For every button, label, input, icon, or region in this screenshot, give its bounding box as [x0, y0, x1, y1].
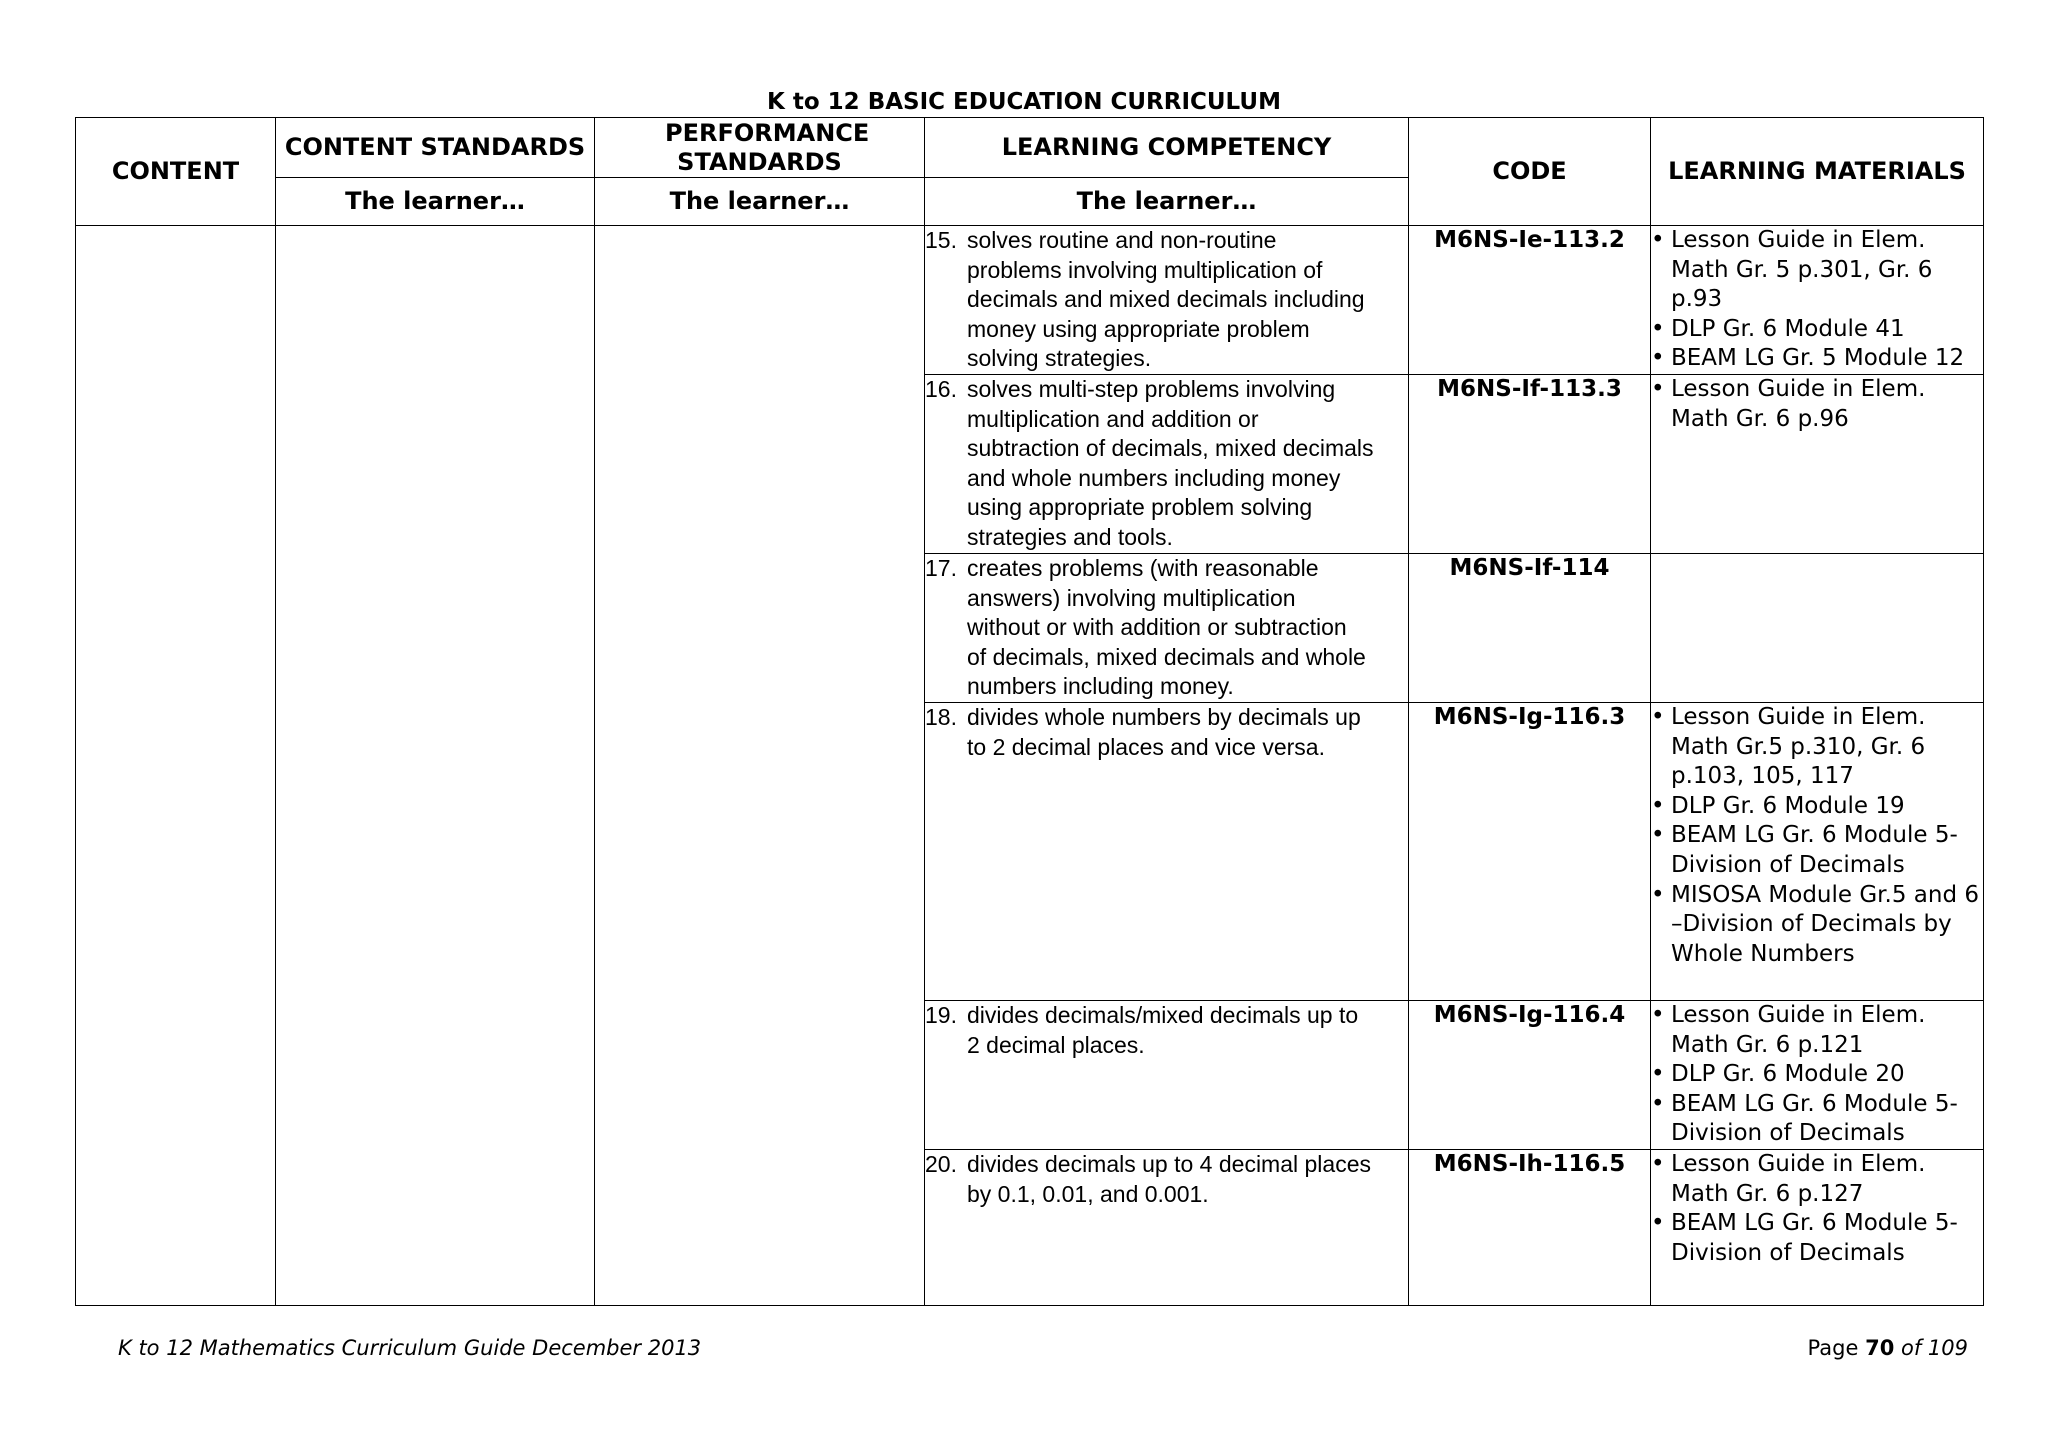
competency-cell — [925, 703, 1409, 1001]
competency-text-line: money using appropriate problem — [967, 315, 1310, 342]
material-item — [1651, 881, 1983, 970]
competency-cell — [925, 1150, 1409, 1306]
document-title: K to 12 BASIC EDUCATION CURRICULUM — [767, 89, 1281, 115]
competency-text: divides whole numbers by decimals up — [967, 704, 1361, 730]
header-content-standards: CONTENT STANDARDS — [276, 118, 595, 178]
page-label: Page — [1807, 1336, 1859, 1360]
material-text: BEAM LG Gr. 6 Module 5- Division of Decimals — [1671, 822, 1958, 878]
materials-cell — [1651, 554, 1984, 703]
competency-text-line: subtraction of decimals, mixed decimals — [967, 435, 1374, 462]
competency-number: 18. — [925, 704, 957, 730]
competency-text-line: by 0.1, 0.01, and 0.001. — [967, 1180, 1209, 1207]
material-text: DLP Gr. 6 Module 19 — [1671, 792, 1905, 819]
performance-standards-cell — [595, 226, 925, 1306]
material-item — [1651, 375, 1983, 434]
competency-cell — [925, 1001, 1409, 1150]
competency-first-line — [925, 554, 1408, 584]
material-item — [1651, 1001, 1983, 1060]
learner-label-performance-standards: The learner… — [595, 178, 925, 226]
competency-text-line: of decimals, mixed decimals and whole — [967, 643, 1366, 670]
bullet-icon: • — [1651, 345, 1665, 372]
bullet-icon: • — [1651, 1090, 1665, 1117]
code-cell: M6NS-If-114 — [1409, 554, 1651, 703]
bullet-icon: • — [1651, 1061, 1665, 1088]
page-current: 70 — [1865, 1336, 1895, 1360]
material-item — [1651, 703, 1983, 792]
bullet-icon: • — [1651, 1210, 1665, 1237]
footer-page-number — [1808, 1336, 1968, 1360]
competency-cell — [925, 226, 1409, 375]
material-item — [1651, 792, 1983, 822]
footer-guide-title: K to 12 Mathematics Curriculum Guide December 2013 — [118, 1336, 702, 1360]
bullet-icon: • — [1651, 1002, 1665, 1028]
competency-text: solves multi-step problems involving — [967, 376, 1336, 402]
material-text: MISOSA Module Gr.5 and 6 –Division of Decimals by Whole Numbers — [1671, 881, 1979, 967]
material-text: BEAM LG Gr. 6 Module 5- Division of Decimals — [1671, 1090, 1958, 1147]
bullet-icon: • — [1651, 315, 1665, 342]
table-body — [76, 226, 1984, 1306]
material-text: BEAM LG Gr. 5 Module 12 — [1671, 345, 1965, 372]
competency-text-line: decimals and mixed decimals including — [967, 286, 1365, 313]
material-item — [1651, 821, 1983, 880]
page-total: of 109 — [1901, 1336, 1968, 1360]
competency-text-line: problems involving multiplication of — [967, 256, 1323, 283]
material-text: Lesson Guide in Elem. Math Gr.5 p.310, Gr. 6 p.103, 105, 117 — [1671, 704, 1926, 790]
competency-text-line: answers) involving multiplication — [967, 584, 1296, 611]
code-cell: M6NS-If-113.3 — [1409, 375, 1651, 554]
header-performance-standards: PERFORMANCE STANDARDS — [595, 118, 925, 178]
competency-text-line: without or with addition or subtraction — [967, 614, 1347, 641]
competency-number: 16. — [925, 376, 957, 402]
competency-text: solves routine and non-routine — [967, 227, 1277, 253]
competency-first-line — [925, 1150, 1408, 1180]
competency-first-line — [925, 1001, 1408, 1031]
materials-cell — [1651, 1001, 1984, 1150]
learner-label-learning-competency: The learner… — [925, 178, 1409, 226]
competency-cell — [925, 375, 1409, 554]
materials-cell — [1651, 1150, 1984, 1306]
material-item — [1651, 1060, 1983, 1090]
material-text: DLP Gr. 6 Module 41 — [1671, 315, 1905, 342]
code-cell: M6NS-Ig-116.3 — [1409, 703, 1651, 1001]
material-item — [1651, 226, 1983, 315]
competency-first-line — [925, 375, 1408, 405]
competency-first-line — [925, 226, 1408, 256]
material-text: DLP Gr. 6 Module 20 — [1671, 1061, 1905, 1088]
header-learning-materials: LEARNING MATERIALS — [1651, 118, 1984, 226]
competency-text-line: to 2 decimal places and vice versa. — [967, 733, 1325, 760]
bullet-icon: • — [1651, 376, 1665, 402]
material-item — [1651, 1209, 1983, 1268]
bullet-icon: • — [1651, 704, 1665, 730]
material-item — [1651, 344, 1983, 374]
bullet-icon: • — [1651, 792, 1665, 819]
material-text: BEAM LG Gr. 6 Module 5- Division of Decimals — [1671, 1210, 1958, 1266]
code-cell: M6NS-Ie-113.2 — [1409, 226, 1651, 375]
materials-cell — [1651, 375, 1984, 554]
material-item — [1651, 315, 1983, 345]
material-text: Lesson Guide in Elem. Math Gr. 5 p.301, Gr. 6 p.93 — [1671, 227, 1933, 313]
competency-cell — [925, 554, 1409, 703]
competency-text: creates problems (with reasonable — [967, 555, 1319, 581]
material-text: Lesson Guide in Elem. Math Gr. 6 p.121 — [1671, 1002, 1926, 1058]
materials-cell — [1651, 226, 1984, 375]
material-text: Lesson Guide in Elem. Math Gr. 6 p.96 — [1671, 376, 1926, 432]
header-learning-competency: LEARNING COMPETENCY — [925, 118, 1409, 178]
bullet-icon: • — [1651, 881, 1665, 908]
learner-label-content-standards: The learner… — [276, 178, 595, 226]
content-standards-cell — [276, 226, 595, 1306]
bullet-icon: • — [1651, 227, 1665, 253]
header-content: CONTENT — [76, 118, 276, 226]
code-cell: M6NS-Ig-116.4 — [1409, 1001, 1651, 1150]
content-cell — [76, 226, 276, 1306]
competency-text-line: multiplication and addition or — [967, 405, 1259, 432]
competency-first-line — [925, 703, 1408, 733]
material-text: Lesson Guide in Elem. Math Gr. 6 p.127 — [1671, 1151, 1926, 1207]
code-cell: M6NS-Ih-116.5 — [1409, 1150, 1651, 1306]
materials-cell — [1651, 703, 1984, 1001]
competency-text: divides decimals up to 4 decimal places — [967, 1151, 1371, 1177]
bullet-icon: • — [1651, 1151, 1665, 1177]
header-code: CODE — [1409, 118, 1651, 226]
competency-number: 17. — [925, 555, 957, 581]
competency-text-line: 2 decimal places. — [967, 1031, 1145, 1058]
competency-text-line: and whole numbers including money — [967, 464, 1341, 491]
material-item — [1651, 1090, 1983, 1149]
competency-number: 20. — [925, 1151, 957, 1177]
competency-number: 19. — [925, 1002, 957, 1028]
bullet-icon: • — [1651, 822, 1665, 849]
material-item — [1651, 1150, 1983, 1209]
competency-text: divides decimals/mixed decimals up to — [967, 1002, 1359, 1028]
competency-text-line: using appropriate problem solving — [967, 494, 1313, 521]
competency-text-line: solving strategies. — [967, 345, 1152, 372]
competency-text-line: numbers including money. — [967, 673, 1234, 700]
competency-text-line: strategies and tools. — [967, 523, 1173, 550]
competency-number: 15. — [925, 227, 957, 253]
curriculum-table — [75, 117, 1984, 1306]
